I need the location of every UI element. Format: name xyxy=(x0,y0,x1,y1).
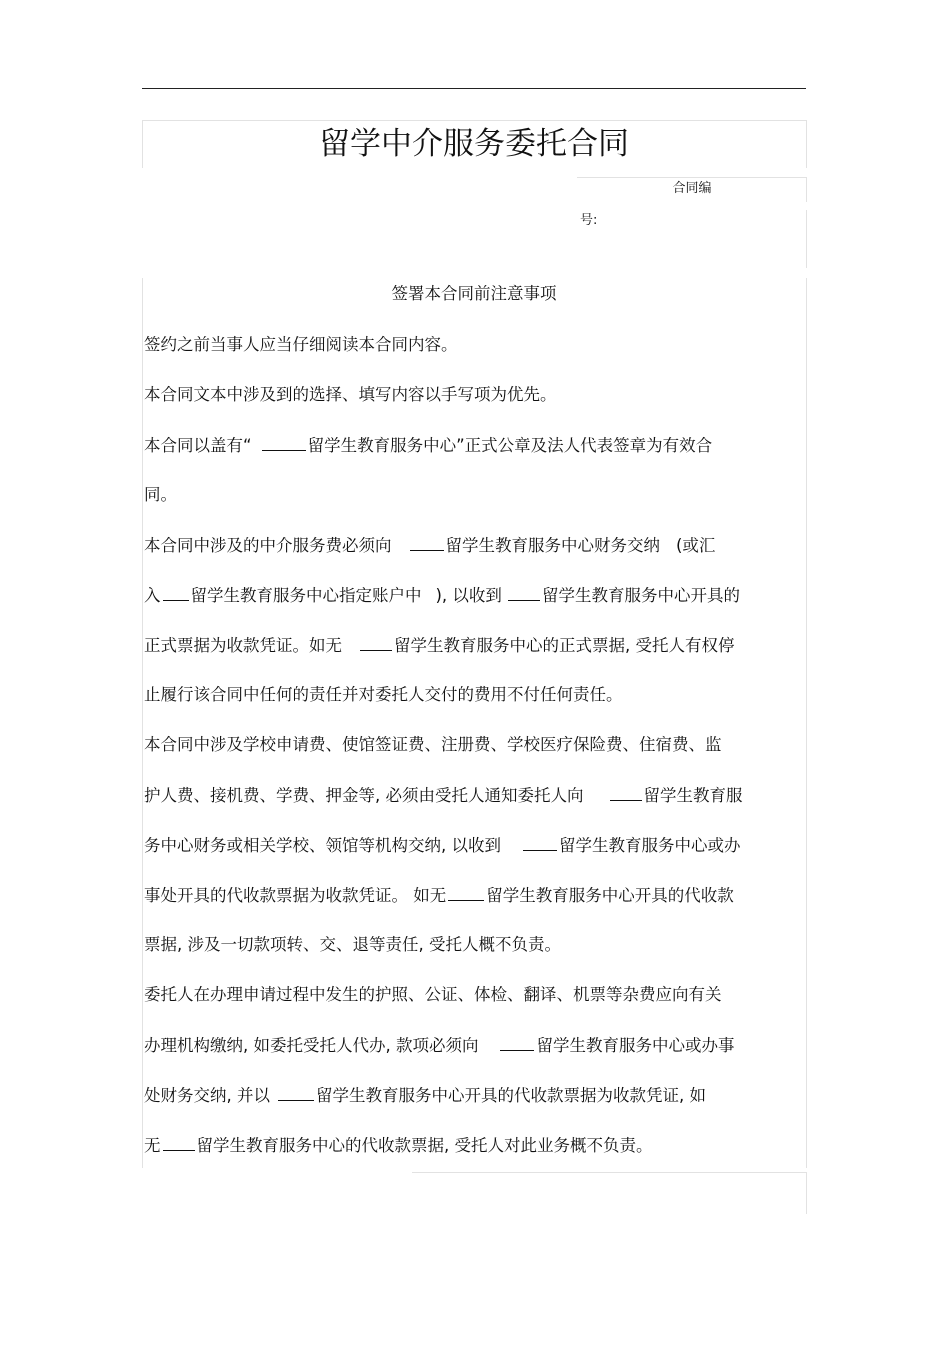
top-rule xyxy=(142,88,806,89)
contract-number-label-continued: 号: xyxy=(580,213,598,228)
frame-line xyxy=(806,278,807,1168)
paragraph-line: 无 留学生教育服务中心的代收款票据, 受托人对此业务概不负责。 xyxy=(144,1133,653,1157)
paragraph-line: 入 留学生教育服务中心指定账户中 ), 以收到 留学生教育服务中心开具的 xyxy=(144,583,740,607)
paragraph-line: 签约之前当事人应当仔细阅读本合同内容。 xyxy=(144,335,458,354)
fill-in-blank xyxy=(448,883,484,901)
frame-line xyxy=(806,1172,807,1214)
fill-in-blank xyxy=(360,633,392,651)
fill-in-blank xyxy=(410,533,444,551)
frame-line xyxy=(142,278,143,1168)
frame-line xyxy=(412,1172,807,1173)
fill-in-blank xyxy=(500,1033,534,1051)
paragraph-line: 票据, 涉及一切款项转、交、退等责任, 受托人概不负责。 xyxy=(144,935,561,954)
frame-line xyxy=(806,120,807,168)
notice-heading: 签署本合同前注意事项 xyxy=(391,284,557,303)
paragraph-line: 本合同以盖有“ 留学生教育服务中心”正式公章及法人代表签章为有效合 xyxy=(144,433,712,457)
paragraph-line: 本合同文本中涉及到的选择、填写内容以手写项为优先。 xyxy=(144,385,557,404)
paragraph-line: 办理机构缴纳, 如委托受托人代办, 款项必须向 留学生教育服务中心或办事 xyxy=(144,1033,734,1057)
paragraph-line: 同。 xyxy=(144,485,177,504)
fill-in-blank xyxy=(610,783,642,801)
paragraph-line: 本合同中涉及学校申请费、使馆签证费、注册费、学校医疗保险费、住宿费、监 xyxy=(144,735,722,754)
fill-in-blank xyxy=(523,833,557,851)
fill-in-blank xyxy=(163,583,189,601)
contract-number-label: 合同编 xyxy=(672,181,712,196)
paragraph-line: 处财务交纳, 并以 留学生教育服务中心开具的代收款票据为收款凭证, 如 xyxy=(144,1083,706,1107)
paragraph-line: 护人费、接机费、学费、押金等, 必须由受托人通知委托人向 留学生教育服 xyxy=(144,783,743,807)
fill-in-blank xyxy=(508,583,540,601)
document-title: 留学中介服务委托合同 xyxy=(319,126,629,162)
fill-in-blank xyxy=(278,1083,314,1101)
fill-in-blank xyxy=(163,1133,195,1151)
paragraph-line: 本合同中涉及的中介服务费必须向 留学生教育服务中心财务交纳 (或汇 xyxy=(144,533,715,557)
paragraph-line: 委托人在办理申请过程中发生的护照、公证、体检、翻译、机票等杂费应向有关 xyxy=(144,985,722,1004)
frame-line xyxy=(806,210,807,268)
paragraph-line: 正式票据为收款凭证。如无 留学生教育服务中心的正式票据, 受托人有权停 xyxy=(144,633,735,657)
paragraph-line: 止履行该合同中任何的责任并对委托人交付的费用不付任何责任。 xyxy=(144,685,623,704)
paragraph-line: 务中心财务或相关学校、领馆等机构交纳, 以收到 留学生教育服务中心或办 xyxy=(144,833,741,857)
paragraph-line: 事处开具的代收款票据为收款凭证。 如无 留学生教育服务中心开具的代收款 xyxy=(144,883,734,907)
fill-in-blank xyxy=(262,433,306,451)
